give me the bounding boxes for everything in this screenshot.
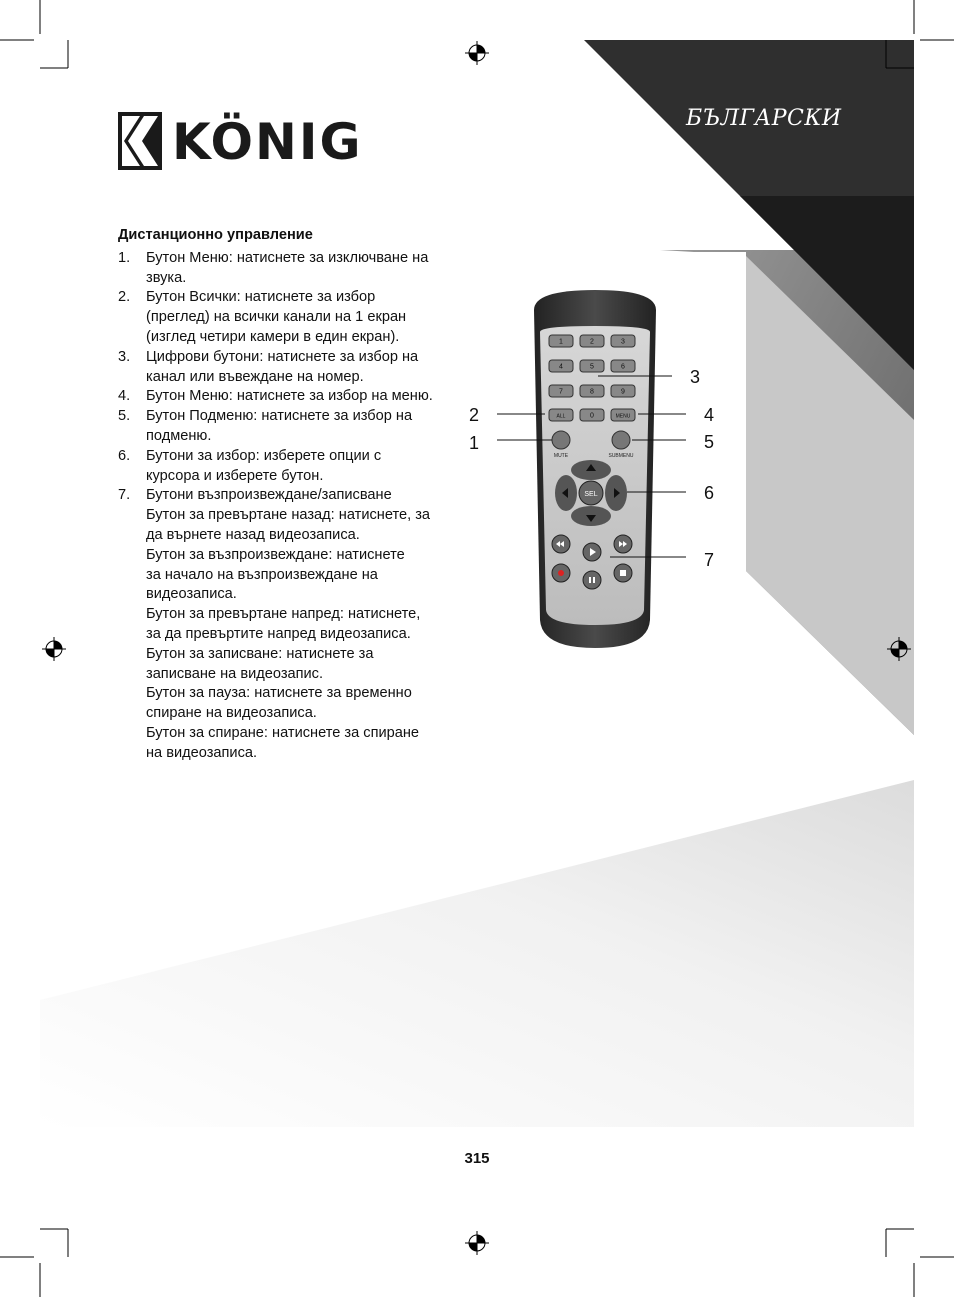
callout-1: 1 [469, 433, 480, 453]
mute-label: MUTE [553, 453, 569, 459]
list-item-line: записване на видеозапис. [146, 665, 324, 682]
list-item-line: на видеозаписа. [146, 744, 258, 761]
callout-6: 6 [704, 483, 715, 503]
list-item-number: 7. [118, 487, 131, 504]
list-item-line: Бутони възпроизвеждане/записване [146, 487, 392, 504]
remote-key-label: 5 [590, 363, 594, 371]
list-item-line: Бутон Подменю: натиснете за избор на [146, 408, 413, 425]
list-item-line: за да превъртите напред видеозаписа. [146, 625, 411, 642]
callout-2: 2 [469, 405, 480, 425]
list-item-line: Бутон за превъртане назад: натиснете, за [146, 507, 431, 524]
callout-4: 4 [704, 405, 715, 425]
page-number: 315 [464, 1150, 490, 1167]
list-item-line: Бутон за превъртане напред: натиснете, [146, 606, 421, 623]
list-item-line: Бутони за избор: изберете опции с [146, 447, 382, 464]
list-item-line: Бутон за възпроизвеждане: натиснете [146, 546, 405, 563]
list-item-line: Бутон за записване: натиснете за [146, 645, 374, 662]
remote-key-label: 2 [590, 338, 594, 346]
submenu-label: SUBMENU [608, 453, 634, 459]
list-item-line: Бутон за пауза: натиснете за временно [146, 685, 412, 702]
list-item-number: 3. [118, 348, 131, 365]
list-item-line: (преглед) на всички канали на 1 екран [146, 309, 407, 326]
list-item-line: курсора и изберете бутон. [146, 467, 324, 484]
list-item-line: Бутон Меню: натиснете за избор на меню. [146, 388, 433, 405]
list-item-line: Бутон за спиране: натиснете за спиране [146, 724, 420, 741]
list-item-number: 4. [118, 388, 131, 405]
remote-key-label: MENU [615, 413, 631, 420]
list-item-line: канал или въвеждане на номер. [146, 368, 364, 385]
sel-label: SEL [584, 491, 598, 498]
remote-key-label: 8 [590, 388, 594, 396]
list-item-line: Бутон Меню: натиснете за изключване на [146, 249, 429, 266]
list-item-line: Бутон Всички: натиснете за избор [146, 289, 376, 306]
list-item-line: спиране на видеозаписа. [146, 705, 317, 722]
callout-7: 7 [704, 550, 715, 570]
remote-key-label: 9 [621, 388, 625, 396]
list-item-number: 1. [118, 249, 131, 266]
list-item-line: (изглед четири камери в един екран). [146, 328, 400, 345]
list-item-line: звука. [146, 269, 187, 286]
list-item-line: Цифрови бутони: натиснете за избор на [146, 348, 419, 365]
list-item-line: подменю. [146, 427, 212, 444]
remote-key-label: ALL [556, 413, 566, 420]
list-item-line: да върнете назад видеозаписа. [146, 526, 360, 543]
brand-logo-text: KÖNIG [172, 113, 363, 171]
list-item-number: 6. [118, 447, 131, 464]
callout-5: 5 [704, 432, 715, 452]
language-label: БЪЛГАРСКИ [686, 106, 842, 131]
callout-3: 3 [690, 367, 701, 387]
remote-key-label: 6 [621, 363, 625, 371]
remote-key-label: 0 [590, 412, 594, 420]
list-item-line: за начало на възпроизвеждане на [146, 566, 378, 583]
list-item-line: видеозаписа. [146, 586, 237, 603]
section-title: Дистанционно управление [118, 227, 313, 243]
remote-key-label: 1 [559, 338, 563, 346]
remote-key-label: 7 [559, 388, 563, 396]
remote-key-label: 3 [621, 338, 625, 346]
list-item-number: 5. [118, 408, 131, 425]
list-item-number: 2. [118, 289, 131, 306]
remote-key-label: 4 [559, 363, 563, 371]
